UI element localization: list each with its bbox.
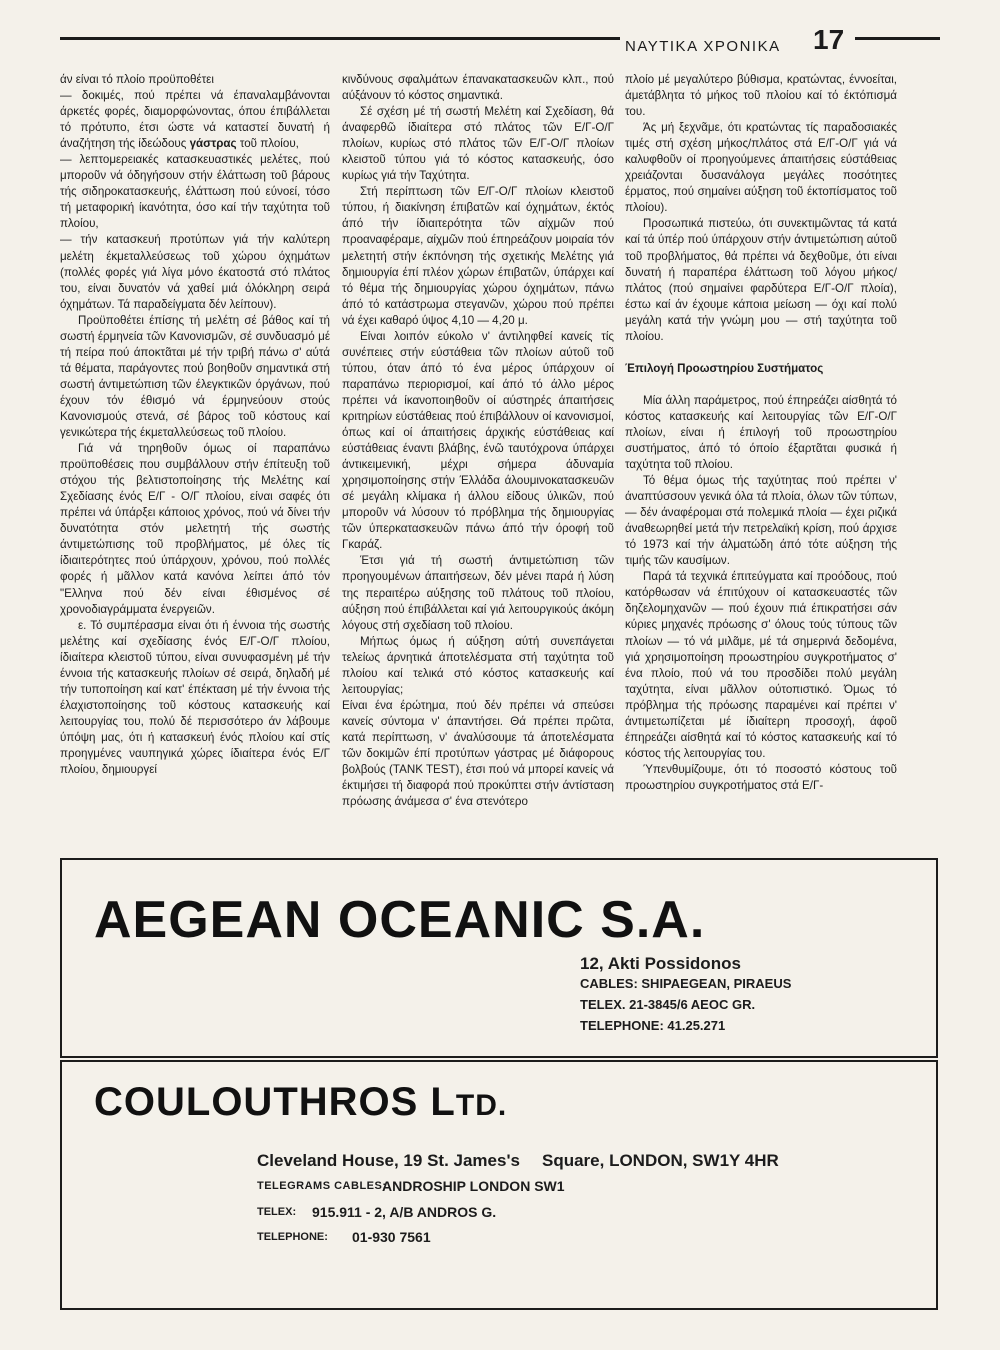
paragraph: Έτσι γιά τή σωστή άντιμετώπιση τῶν προηγουμένων άπαιτήσεων, δέν μένει παρά ή λύση της περαιτέρω αύξησης τοῦ πλάτους τοῦ πλοίου, αύξηση πού έπιβάλλεται καί γιά λειτουργικούς άκόμη λόγους στή σχεδίαση τοῦ πλοίου. (342, 554, 614, 632)
company-telex: TELEX. 21-3845/6 AEOC GR. (580, 997, 756, 1012)
page-number: 17 (813, 24, 845, 55)
company-address: 12, Akti Possidonos (580, 954, 741, 973)
telegrams-label: TELEGRAMS CABLES: (257, 1180, 387, 1192)
text-column-3 (625, 72, 897, 794)
text-column-2 (342, 72, 614, 810)
spacer (625, 377, 897, 393)
paragraph: Στή περίπτωση τῶν Ε/Γ-Ο/Γ πλοίων κλειστοῦ τύπου, ή διακίνηση έπιβατῶν καί όχημάτων, έκτός άπό τήν ίδιαιτερότητα τῶν αίχμῶν πού προαναφέραμε, αίχμῶν πού έπηρεάζουν μοιραία τόν μελετητή στήν έκπόνηση τής σχετικής Μελέτης γιά δημιουργία έπί πλέον χώρων έπιβατῶν, ύπάρχει καί τό θέμα τής δημιουργίας χώρου όχημάτων, πάνω άπό τό κατάστρωμα στεγανῶν, χώρου πού πρέπει νά έχει καθαρό ύψος 4,10 — 4,20 μ. (342, 185, 614, 327)
section-heading: Έπιλογή Προωστηρίου Συστήματος (625, 361, 824, 375)
company-name-main: COULOUTHROS L (94, 1080, 456, 1124)
paragraph: Τό θέμα όμως τής ταχύτητας πού πρέπει ν' άναπτύσσουν γενικά όλα τά πλοία, όλων τῶν τύπων, — δέν άναφέρομαι στά πολεμικά πλοία — έχει ριζικά άναθεωρηθεί μετά τήν πετρελαϊκή κρίση, πού άρχισε τό 1973 καί τήν άλματώδη άπό τότε αύξηση τής τιμής τῶν καυσίμων. (625, 474, 897, 568)
paragraph: πλοίο μέ μεγαλύτερο βύθισμα, κρατώντας, έννοείται, άμετάβλητα τό μήκος τοῦ πλοίου καί τό έκτόπισμά του. (625, 73, 897, 119)
company-address-line-2: Square, LONDON, SW1Y 4HR (542, 1151, 779, 1170)
company-name (94, 1080, 507, 1125)
paragraph: Γιά νά τηρηθοῦν όμως οί παραπάνω προϋποθέσεις που συμβάλλουν στήν έπίτευξη τοῦ στόχου τής βελτιστοποίησης τής Μελέτης καί Σχεδίασης ένός Ε/Γ - Ο/Γ πλοίου, είναι σαφές ότι πρέπει νά ύπάρξει κάποιος χρόνος, πού νά δίνει τήν δυνατότητα στόν μελετητή τής σωστής άντιμετώπισης τοῦ προβλήματος, μέ όλες τίς ίδιαιτερότητες πού ύπάρχουν, χρόνου, πού πολλές φορές ή μᾶλλον κατά κανόνα λείπει άπό τόν "Ελληνα πού δέν είναι έθισμένος σέ χρονοδιαγράμματα ένεργειῶν. (60, 442, 330, 616)
paragraph: Μήπως όμως ή αύξηση αύτή συνεπάγεται τελείως άρνητικά άποτελέσματα στή ταχύτητα τοῦ πλοίου καί τελικά στό κόστος κατασκευής καί λειτουργίας; (342, 634, 614, 696)
magazine-title: ΝΑΥΤΙΚΑ ΧΡΟΝΙΚΑ (625, 38, 781, 55)
company-name: AEGEAN OCEANIC S.A. (94, 891, 706, 949)
paragraph: Άς μή ξεχνᾶμε, ότι κρατώντας τίς παραδοσιακές τιμές στή σχέση μήκος/πλάτος στά Ε/Γ-Ο/Γ γιά νά καλυφθοῦν οί προηγούμενες άπαιτήσεις εύστάθειας χρειάζονται δυσανάλογα μεγάλες ποσότητες έρματος, πού σημαίνει αύξηση τοῦ έκτοπίσματος τοῦ πλοίου). (625, 121, 897, 215)
text-column-1 (60, 72, 330, 778)
header-rule-right (855, 37, 940, 40)
telephone-label: TELEPHONE: (257, 1231, 328, 1243)
paragraph: άν είναι τό πλοίο προϋποθέτει (60, 73, 214, 86)
paragraph: κινδύνους σφαλμάτων έπανακατασκευῶν κλπ., πού αύξάνουν τό κόστος σημαντικά. (342, 73, 614, 103)
advertisement-coulouthros (60, 1060, 938, 1310)
header-rule-left (60, 37, 620, 40)
telephone-value: 01-930 7561 (352, 1229, 431, 1245)
telex-label: TELEX: (257, 1206, 297, 1218)
paragraph: Μία άλλη παράμετρος, πού έπηρεάζει αίσθητά τό κόστος κατασκευής καί λειτουργίας τῶν Ε/Γ-Ο/Γ πλοίων, είναι ή έπιλογή τοῦ προωστηρίου συστήματος, άπό τό όποίο έξαρτᾶται φυσικά ή ταχύτητα τοῦ πλοίου. (625, 393, 897, 471)
paragraph: Ύπενθυμίζουμε, ότι τό ποσοστό κόστους τοῦ προωστηρίου συγκροτήματος στά Ε/Γ- (625, 762, 897, 792)
company-cables: CABLES: SHIPAEGEAN, PIRAEUS (580, 976, 792, 991)
advertisement-aegean-oceanic (60, 858, 938, 1058)
emphasis-text: γάστρας (189, 137, 237, 151)
paragraph-text: τοῦ πλοίου, (239, 137, 299, 151)
spacer (625, 345, 897, 361)
paragraph: Είναι ένα έρώτημα, πού δέν πρέπει νά σπεύσει κανείς σύντομα ν' άπαντήσει. Θά πρέπει πρῶτα, κατά περίπτωση, ν' άναλύσουμε τά άποτελέσματα τῶν δοκιμῶν έπί προτύπων γάστρας μέ διάφορους βολβούς (TANK TEST), έτσι πού νά μπορεί κανείς νά έκτιμήσει τή διαφορά πού προκύπτει στήν άντίσταση πρόωσης άνάμεσα σ' ένα στενότερο (342, 698, 614, 809)
paragraph: Προσωπικά πιστεύω, ότι συνεκτιμῶντας τά κατά καί τά ύπέρ πού ύπάρχουν στήν άντιμετώπιση αύτοῦ τοῦ προβλήματος, θά πρέπει νά δεχθοῦμε, ότι είναι δυνατή ή παραπέρα έλάττωση τοῦ λόγου μήκος/πλάτος (πού σημαίνει φαρδύτερα Ε/Γ-Ο/Γ πλοία), έστω καί άν έχουμε κάποια μείωση — όχι καί πολύ μεγάλη κατά τήν γνώμη μου — στή ταχύτητα τοῦ πλοίου. (625, 217, 897, 343)
paragraph-text: — δοκιμές, πού πρέπει νά έπαναλαμβάνονται άρκετές φορές, διαμορφώνοντας, όπου έπιβάλλεται τό πρότυπο, έτσι ώστε νά καταστεί δυνατή ή άναζήτηση τής ίδεώδους (60, 89, 330, 151)
company-name-suffix: TD. (455, 1089, 508, 1122)
paragraph: Προϋποθέτει έπίσης τή μελέτη σέ βάθος καί τή σωστή έρμηνεία τῶν Κανονισμῶν, σέ συνδυασμό μέ τή πείρα πού άποκτᾶται μέ τήν τριβή πάνω σ' αύτά τά θέματα, παράγοντες πού βοηθοῦν σημαντικά στή σωστή άντιμετώπιση τῶν έλεγκτικῶν όργάνων, πού έχουν τόν έθισμό νά έρμηνεύουν στούς Κανονισμούς στενά, σέ βάρος τοῦ κόστους καί γενικώτερα τής έκμεταλλεύσεως τοῦ πλοίου. (60, 313, 330, 440)
paragraph: Παρά τά τεχνικά έπιτεύγματα καί προόδους, πού κατόρθωσαν νά έπιτύχουν οί κατασκευαστές τῶν δηζελομηχανῶν — πού έχουν πιά έπικρατήσει σάν κύριες μηχανές πρόωσης σ' όλους τούς τύπους τῶν πλοίων — τό νά μιλᾶμε, μέ τά σημερινά δεδομένα, γιά χρησιμοποίηση προωστηρίου συγκροτήματος σ' ένα πλοίο, πού νά του προσδίδει πολύ μεγάλη ταχύτητα, είναι μᾶλλον ούτοπιστικό. Όμως τό πρόβλημα τής πρόωσης παραμένει καί πρέπει ν' άντιμετωπίζεται μέ ίδιαίτερη προσοχή, άφοῦ έπηρεάζει αίσθητά καί τό κόστος κατασκευής καί τό κόστος τής λειτουργίας του. (625, 570, 897, 760)
paragraph: Σέ σχέση μέ τή σωστή Μελέτη καί Σχεδίαση, θά άναφερθῶ ίδιαίτερα στό πλάτος τῶν Ε/Γ-Ο/Γ πλοίων, κυρίως στό πλάτος τῶν Ε/Γ-Ο/Γ πλοίων κλειστοῦ τύπου γιά τό κόστος κατασκευής, όσο κυρίως γιά τήν Ταχύτητα. (342, 105, 614, 183)
company-address-line-1: Cleveland House, 19 St. James's (257, 1151, 520, 1170)
telex-value: 915.911 - 2, A/B ANDROS G. (312, 1204, 497, 1220)
paragraph (60, 88, 330, 152)
paragraph: Είναι λοιπόν εύκολο ν' άντιληφθεί κανείς τίς συνέπειες στήν εύστάθεια τῶν πλοίων αύτοῦ τοῦ τύπου, όταν άπό τό ένα μέρος ύπάρχουν οί παραπάνω περιορισμοί, καί άπό τό άλλο μέρος πρέπει νά ίκανοποιηθοῦν οί αύστηρές άπαιτήσεις κριτηρίων εύστάθειας πού έπιβάλλουν οί κανονισμοί, όπως καί οί άπαιτήσεις άρχικής εύστάθειας καί εύστάθειας έναντι βλάβης, ένῶ ταυτόχρονα ύπάρχει άντικειμενική, μέχρι σήμερα άδυναμία χρησιμοποίησης στήν Έλλάδα άλουμινοκατασκευῶν σέ μεγάλη κλίμακα ή άλλου είδους ύλικῶν, πού μποροῦν νά λύσουν τό πρόβλημα τής δημιουργίας τῶν ύπερκατασκευῶν πάνω άπό τήν όροφή τοῦ Γκαράζ. (342, 329, 614, 552)
paragraph: — λεπτομερειακές κατασκευαστικές μελέτες, πού μποροῦν νά όδηγήσουν στήν έλάττωση τοῦ βάρους τής σιδηροκατασκευής, έλάττωση πού εύνοεί, τόσο τή μεταφορική ίκανότητα, όσο καί τήν ταχύτητα τοῦ πλοίου, (60, 153, 330, 231)
telegrams-value: ANDROSHIP LONDON SW1 (382, 1178, 565, 1194)
company-telephone: TELEPHONE: 41.25.271 (580, 1018, 726, 1033)
paragraph: ε. Τό συμπέρασμα είναι ότι ή έννοια τής σωστής μελέτης καί σχεδίασης ένός Ε/Γ-Ο/Γ πλοίου, ίδιαίτερα κλειστοῦ τύπου, είναι συνυφασμένη μέ τήν έννοια τής κατασκευής πλοίων σέ σειρά, δηλαδή μέ τήν τυποποίηση καί κατ' έπέκταση μέ τήν έννοια τής έλαχιστοποίησης τοῦ κόστους κατασκευής καί λειτουργίας του, πολύ δέ περισσότερο άν λάβουμε ύπόψη μας, ότι ή κατασκευή ένός πλοίου καί στίς προηγμένες ναυπηγικά χώρες ίδιαίτερα ένός Ε/Γ πλοίου, δημιουργεί (60, 618, 330, 777)
paragraph: — τήν κατασκευή προτύπων γιά τήν καλύτερη μελέτη έκμεταλλεύσεως τοῦ χώρου όχημάτων (πολλές φορές γιά λίγα μόνο έκατοστά στό πλάτος του, είναι δυνατόν νά χαθεί μιά όλόκληρη σειρά όχημάτων. Τά παραδείγματα δέν λείπουν). (60, 233, 330, 311)
